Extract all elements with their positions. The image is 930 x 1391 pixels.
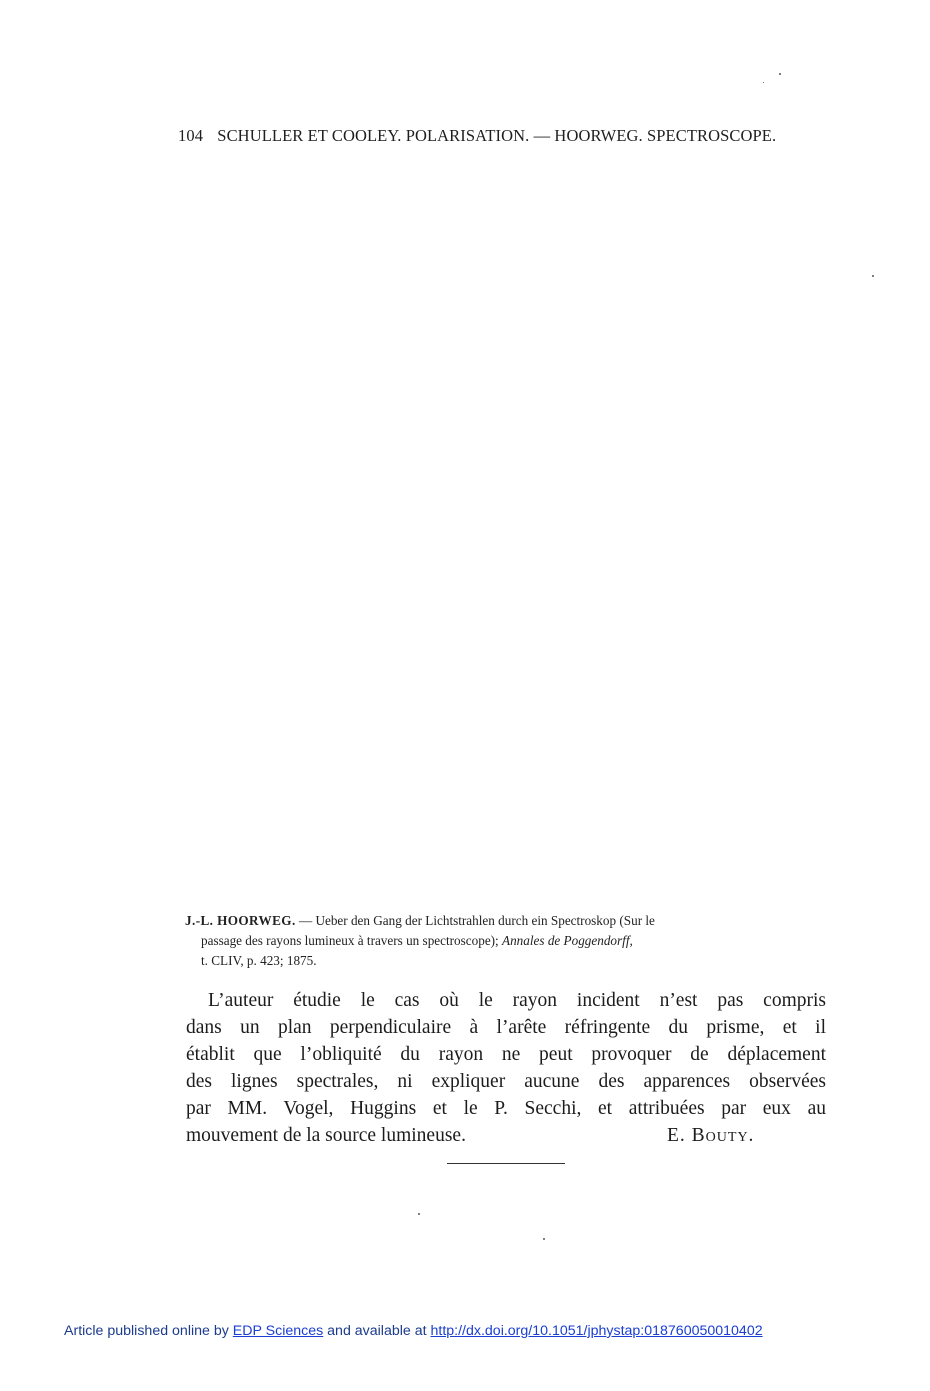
body-line: L’auteur étudie le cas où le rayon incident n’est pas compris <box>208 990 826 1011</box>
publication-footer <box>64 1323 864 1339</box>
body-line: des lignes spectrales, ni expliquer aucune des apparences observées <box>186 1071 826 1092</box>
citation-authors: J.-L. HOORWEG. <box>185 913 296 928</box>
body-line: dans un plan perpendiculaire à l’arête réfringente du prisme, et il <box>186 1017 826 1038</box>
footer-middle: and available at <box>323 1323 431 1339</box>
bibliographic-citation <box>185 911 825 971</box>
citation-title-line1: — Ueber den Gang der Lichtstrahlen durch ein Spectroskop (Sur le <box>295 913 655 928</box>
running-header <box>178 126 828 146</box>
scan-speck <box>543 1238 545 1240</box>
body-line <box>186 1122 826 1149</box>
citation-journal: Annales de Poggendorff, <box>502 933 633 948</box>
scan-speck <box>872 275 874 277</box>
body-line: établit que l’obliquité du rayon ne peut provoquer de déplacement <box>186 1044 826 1065</box>
scan-speck <box>763 82 764 83</box>
section-divider <box>447 1163 565 1164</box>
publisher-link[interactable]: EDP Sciences <box>232 1323 324 1339</box>
scan-speck <box>779 73 781 75</box>
doi-link[interactable]: http://dx.doi.org/10.1051/jphystap:018760050010402 <box>430 1323 763 1339</box>
footer-prefix: Article published online by <box>64 1323 233 1339</box>
running-title: SCHULLER ET COOLEY. POLARISATION. — HOORWEG. SPECTROSCOPE. <box>217 126 777 145</box>
citation-title-line2: passage des rayons lumineux à travers un spectroscope); <box>201 933 499 948</box>
body-last-line-text: mouvement de la source lumineuse. <box>186 1125 466 1146</box>
abstract-paragraph <box>186 987 826 1149</box>
citation-reference: t. CLIV, p. 423; 1875. <box>201 953 317 968</box>
body-line: par MM. Vogel, Huggins et le P. Secchi, et attribuées par eux au <box>186 1098 826 1119</box>
author-signature: E. Bouty. <box>667 1125 755 1146</box>
scan-speck <box>418 1213 420 1215</box>
page-number: 104 <box>178 126 204 145</box>
